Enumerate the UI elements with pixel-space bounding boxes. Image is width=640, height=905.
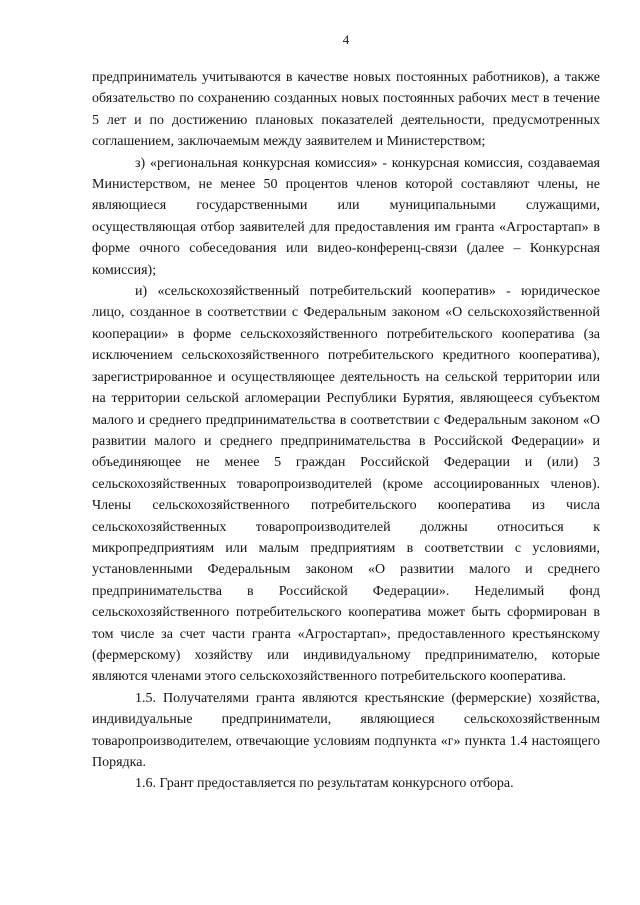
page-number: 4 <box>342 32 350 47</box>
paragraph-1-6: 1.6. Грант предоставляется по результатам конкурсного отбора. <box>135 776 514 792</box>
paragraph-1-5: 1.5. Получателями гранта являются крестьянские (фермерские) хозяйства, индивидуальные предприниматели, являющиеся сельскохозяйственным товаропроизводителем, отвечающие условиям подпункта «г» пункта 1.4 настоящего Порядка. <box>92 690 600 770</box>
paragraph-item-z: з) «региональная конкурсная комиссия» - конкурсная комиссия, создаваемая Министерством, не менее 50 процентов членов которой составляют члены, не являющиеся государственными или муниципальными служащими, осуществляющая отбор заявителей для предоставления им гранта «Агростартап» в форме очного собеседования или видео-конференц-связи (далее – Конкурсная комиссия); <box>92 155 600 278</box>
paragraph-continuation: предприниматель учитываются в качестве новых постоянных работников), а также обязательство по сохранению созданных новых постоянных рабочих мест в течение 5 лет и по достижению плановых показателей деятельности, предусмотренных соглашением, заключаемым между заявителем и Министерством; <box>92 70 600 150</box>
paragraph-item-i: и) «сельскохозяйственный потребительский кооператив» - юридическое лицо, созданное в соответствии с Федеральным законом «О сельскохозяйственной кооперации» в форме сельскохозяйственного потребительского кооператива (за исключением сельскохозяйственного потребительского кредитного кооператива), зарегистрированное и осуществляющее деятельность на сельской территории или на территории сельской агломерации Республики Бурятия, являющееся субъектом малого и среднего предпринимательства в соответствии с Федеральным законом «О развитии малого и среднего предпринимательства в Российской Федерации» и объединяющее не менее 5 граждан Российской Федерации и (или) 3 сельскохозяйственных товаропроизводителей (кроме ассоциированных членов). Члены сельскохозяйственного потребительского кооператива из числа сельскохозяйственных товаропроизводителей должны относиться к микропредприятиям или малым предприятиям в соответствии с условиями, установленными Федеральным законом «О развитии малого и среднего предпринимательства в Российской Федерации». Неделимый фонд сельскохозяйственного потребительского кооператива может быть сформирован в том числе за счет части гранта «Агростартап», предоставленного крестьянскому (фермерскому) хозяйству или индивидуальному предпринимателю, которые являются членами этого сельскохозяйственного потребительского кооператива. <box>92 284 600 685</box>
